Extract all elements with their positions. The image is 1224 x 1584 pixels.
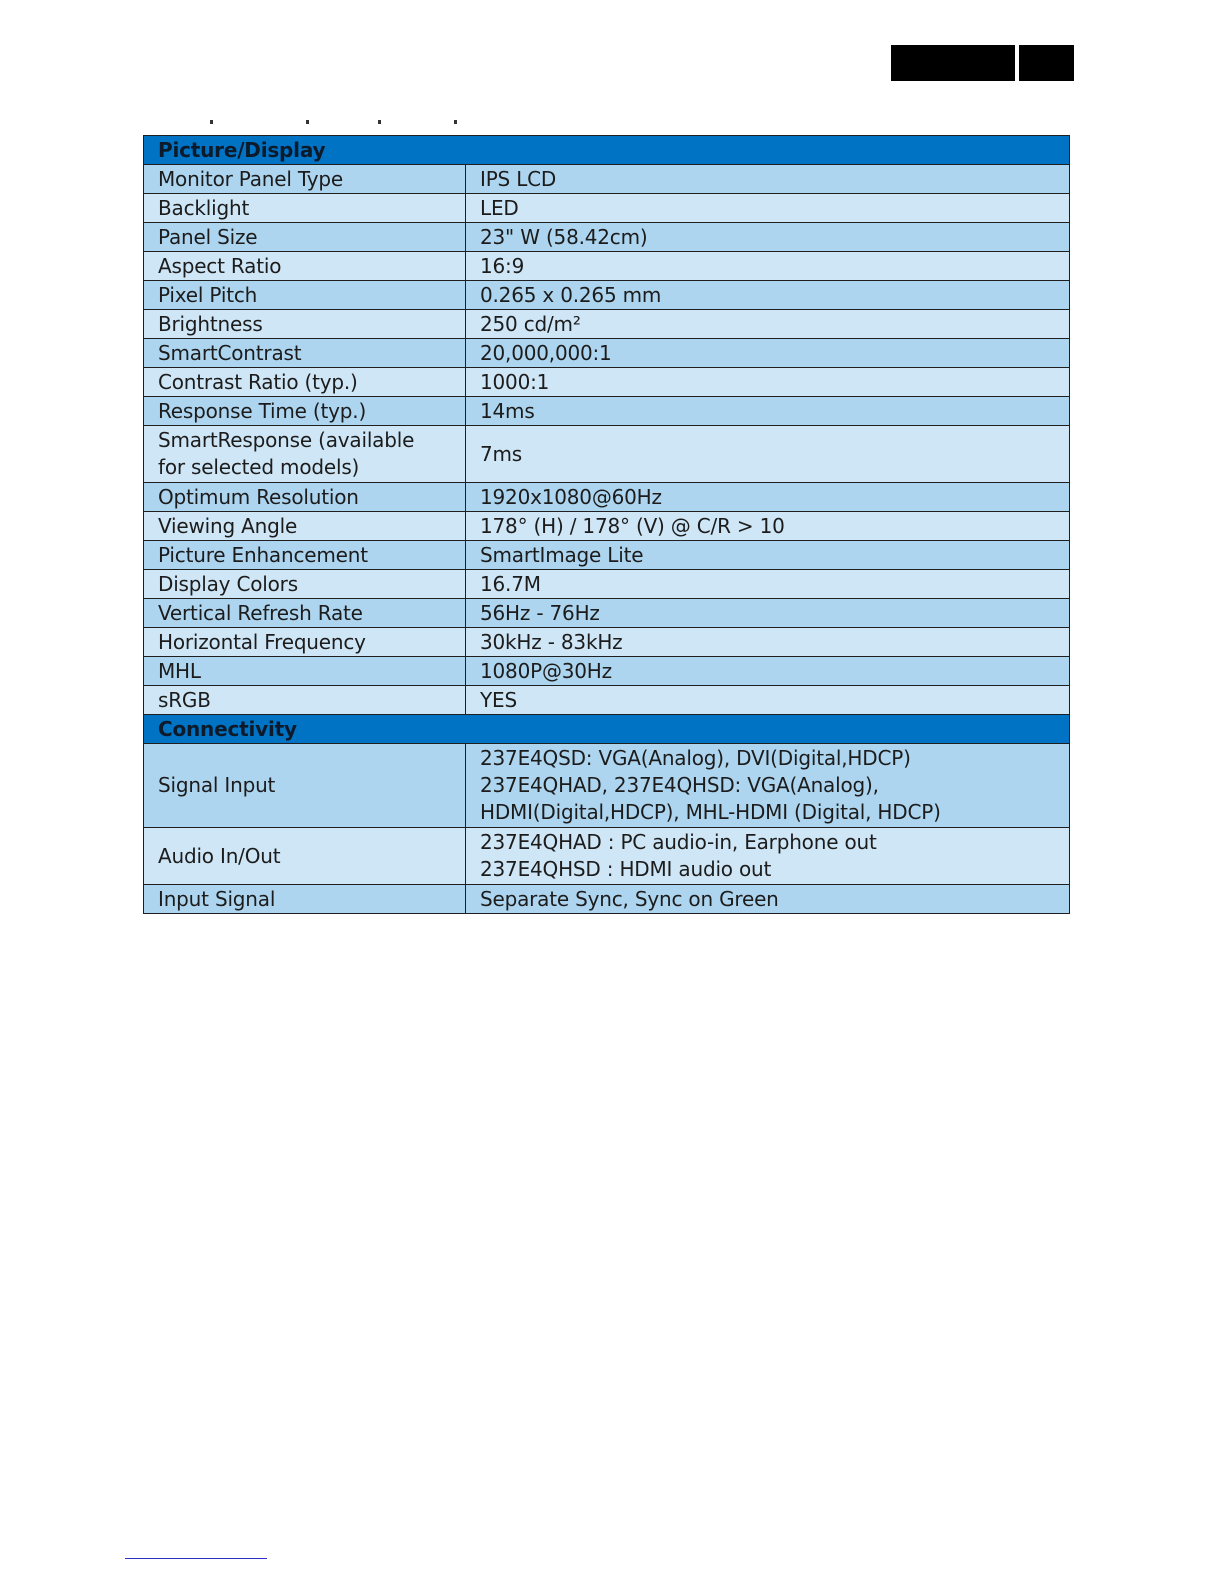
section-header-connectivity xyxy=(144,715,1070,744)
spec-value: SmartImage Lite xyxy=(466,541,1070,570)
spec-value-line: 237E4QHSD : HDMI audio out xyxy=(480,857,772,881)
spec-value: 0.265 x 0.265 mm xyxy=(466,281,1070,310)
spec-label: Response Time (typ.) xyxy=(144,397,466,426)
spec-row xyxy=(144,223,1070,252)
spec-value-multiline xyxy=(466,828,1070,885)
spec-row xyxy=(144,194,1070,223)
spec-label: Optimum Resolution xyxy=(144,483,466,512)
spec-value: IPS LCD xyxy=(466,165,1070,194)
spec-value: 16.7M xyxy=(466,570,1070,599)
spec-value: YES xyxy=(466,686,1070,715)
spec-row xyxy=(144,686,1070,715)
spec-value: 7ms xyxy=(466,426,1070,483)
spec-value: 14ms xyxy=(466,397,1070,426)
spec-label: Viewing Angle xyxy=(144,512,466,541)
specification-table xyxy=(143,135,1070,914)
spec-value: 1000:1 xyxy=(466,368,1070,397)
section-title: Connectivity xyxy=(144,715,1070,744)
spec-row xyxy=(144,483,1070,512)
spec-row xyxy=(144,426,1070,483)
section-title: Picture/Display xyxy=(144,136,1070,165)
spec-row xyxy=(144,310,1070,339)
spec-value: 20,000,000:1 xyxy=(466,339,1070,368)
spec-value: 56Hz - 76Hz xyxy=(466,599,1070,628)
spec-row xyxy=(144,744,1070,828)
spec-value: 1080P@30Hz xyxy=(466,657,1070,686)
spec-label: Brightness xyxy=(144,310,466,339)
spec-row xyxy=(144,599,1070,628)
spec-row xyxy=(144,397,1070,426)
spec-value: 23" W (58.42cm) xyxy=(466,223,1070,252)
header-black-block-small xyxy=(1019,45,1074,81)
spec-value: Separate Sync, Sync on Green xyxy=(466,885,1070,914)
spec-row xyxy=(144,512,1070,541)
spec-label: MHL xyxy=(144,657,466,686)
spec-label: sRGB xyxy=(144,686,466,715)
spec-value: 178° (H) / 178° (V) @ C/R > 10 xyxy=(466,512,1070,541)
spec-label: Pixel Pitch xyxy=(144,281,466,310)
spec-label: Input Signal xyxy=(144,885,466,914)
spec-label: Horizontal Frequency xyxy=(144,628,466,657)
spec-label: Contrast Ratio (typ.) xyxy=(144,368,466,397)
header-black-block xyxy=(891,45,1015,81)
spec-label: Panel Size xyxy=(144,223,466,252)
spec-value: 1920x1080@60Hz xyxy=(466,483,1070,512)
spec-value-line: HDMI(Digital,HDCP), MHL-HDMI (Digital, HDCP) xyxy=(480,800,941,824)
spec-row xyxy=(144,165,1070,194)
spec-row xyxy=(144,885,1070,914)
spec-label: Picture Enhancement xyxy=(144,541,466,570)
spec-row xyxy=(144,828,1070,885)
spec-label: Display Colors xyxy=(144,570,466,599)
section-header-picture-display xyxy=(144,136,1070,165)
spec-label: Backlight xyxy=(144,194,466,223)
spec-label: Aspect Ratio xyxy=(144,252,466,281)
spec-value-line: 237E4QSD: VGA(Analog), DVI(Digital,HDCP) xyxy=(480,746,911,770)
spec-row xyxy=(144,570,1070,599)
spec-label: Monitor Panel Type xyxy=(144,165,466,194)
spec-label: Signal Input xyxy=(144,744,466,828)
spec-value: LED xyxy=(466,194,1070,223)
spec-label: SmartResponse (available for selected models) xyxy=(144,426,466,483)
footnote-separator-line xyxy=(125,1558,267,1559)
spec-value-multiline xyxy=(466,744,1070,828)
spec-row xyxy=(144,339,1070,368)
spec-label: Audio In/Out xyxy=(144,828,466,885)
clipped-heading-remnant xyxy=(210,120,470,126)
spec-row xyxy=(144,628,1070,657)
spec-row xyxy=(144,252,1070,281)
spec-value: 250 cd/m² xyxy=(466,310,1070,339)
spec-row xyxy=(144,281,1070,310)
spec-value-line: 237E4QHAD : PC audio-in, Earphone out xyxy=(480,830,877,854)
spec-row xyxy=(144,541,1070,570)
spec-value: 30kHz - 83kHz xyxy=(466,628,1070,657)
spec-label: Vertical Refresh Rate xyxy=(144,599,466,628)
spec-value: 16:9 xyxy=(466,252,1070,281)
spec-label: SmartContrast xyxy=(144,339,466,368)
spec-row xyxy=(144,657,1070,686)
spec-row xyxy=(144,368,1070,397)
spec-value-line: 237E4QHAD, 237E4QHSD: VGA(Analog), xyxy=(480,773,879,797)
